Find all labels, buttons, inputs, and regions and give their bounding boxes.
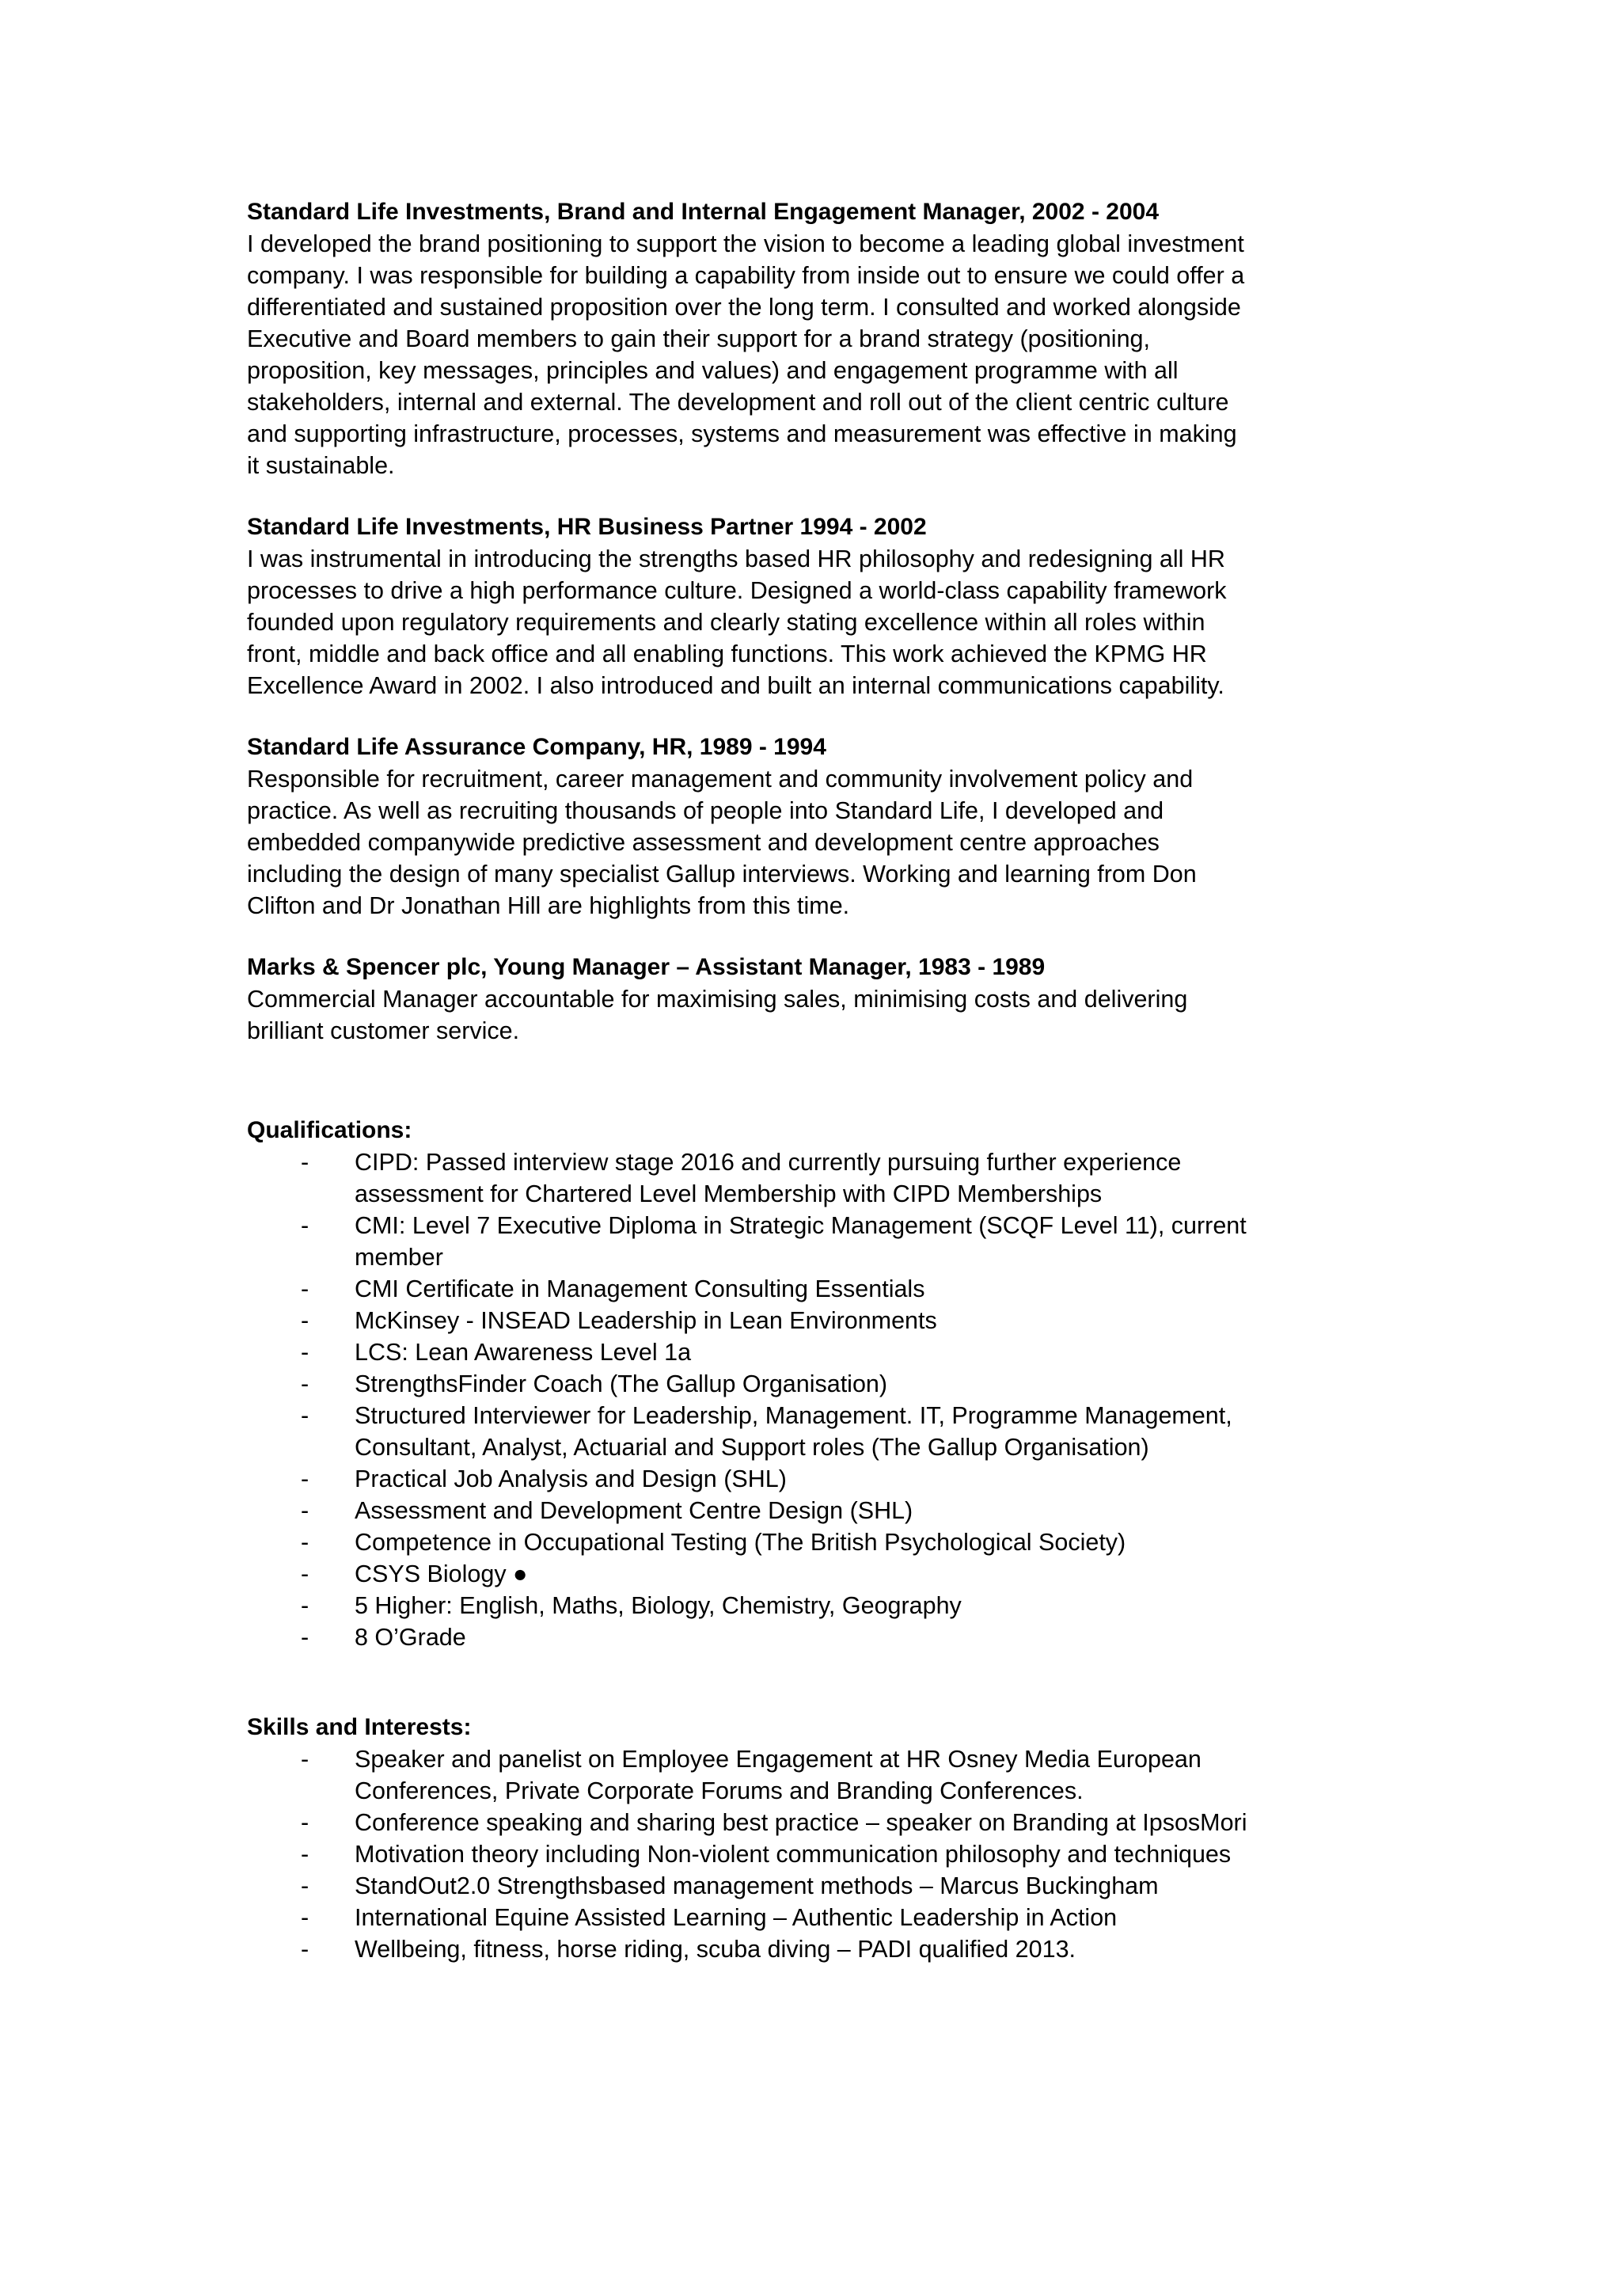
bullet-dash: - [301,1904,309,1931]
skill-item [247,1743,1387,1807]
experience-entry [247,511,1387,701]
bullet-dash: - [301,1560,309,1587]
description-line: including the design of many specialist Gallup interviews. Working and learning from Don [247,861,1197,888]
qualifications-list [247,1146,1387,1653]
list-item-text: 8 O’Grade [355,1624,466,1651]
bullet-dash: - [301,1746,309,1773]
experience-section [247,196,1387,1047]
bullet-dash: - [301,1212,309,1239]
list-item-text: CSYS Biology ● [355,1560,528,1587]
description-line: front, middle and back office and all enabling functions. This work achieved the KPMG HR [247,641,1207,667]
description-line: practice. As well as recruiting thousands of people into Standard Life, I developed and [247,797,1164,824]
list-item-text: Consultant, Analyst, Actuarial and Support roles (The Gallup Organisation) [355,1434,1149,1461]
qualification-item [247,1210,1387,1273]
description-line: and supporting infrastructure, processes, systems and measurement was effective in making [247,420,1237,447]
skill-item [247,1807,1387,1838]
description-line: Executive and Board members to gain their support for a brand strategy (positioning, [247,325,1150,352]
description-line: proposition, key messages, principles and values) and engagement programme with all [247,357,1179,384]
description-line: processes to drive a high performance culture. Designed a world-class capability framework [247,577,1227,604]
skill-item [247,1838,1387,1870]
list-item-text: Wellbeing, fitness, horse riding, scuba diving – PADI qualified 2013. [355,1936,1076,1963]
description-line: it sustainable. [247,452,395,479]
list-item-text: assessment for Chartered Level Membership with CIPD Memberships [355,1180,1103,1207]
qualification-item [247,1463,1387,1495]
qualification-item [247,1558,1387,1590]
list-item-text: Conference speaking and sharing best practice – speaker on Branding at IpsosMori [355,1809,1247,1836]
skill-item [247,1870,1387,1902]
list-item-text: Motivation theory including Non-violent communication philosophy and techniques [355,1841,1232,1868]
qualification-item [247,1273,1387,1305]
resume-page [247,196,1387,1965]
description-line: I developed the brand positioning to support the vision to become a leading global investment [247,230,1244,257]
description-line: founded upon regulatory requirements and clearly stating excellence within all roles within [247,609,1205,636]
description-line: Commercial Manager accountable for maximising sales, minimising costs and delivering [247,986,1188,1013]
qualification-item [247,1590,1387,1621]
bullet-dash: - [301,1402,309,1429]
description-line: Clifton and Dr Jonathan Hill are highlights from this time. [247,892,850,919]
list-item-text: Structured Interviewer for Leadership, Management. IT, Programme Management, [355,1402,1232,1429]
bullet-dash: - [301,1339,309,1366]
experience-entry [247,196,1387,481]
list-item-text: CMI: Level 7 Executive Diploma in Strategic Management (SCQF Level 11), current [355,1212,1247,1239]
qualification-item [247,1621,1387,1653]
job-description [247,983,1387,1047]
job-description [247,543,1387,701]
qualifications-section [247,1115,1387,1653]
bullet-dash: - [301,1872,309,1899]
list-item-text: StrengthsFinder Coach (The Gallup Organisation) [355,1370,888,1397]
qualifications-heading: Qualifications: [247,1117,412,1143]
bullet-dash: - [301,1936,309,1963]
qualification-item [247,1400,1387,1463]
qualification-item [247,1146,1387,1210]
description-line: embedded companywide predictive assessment and development centre approaches [247,829,1160,856]
list-item-text: CMI Certificate in Management Consulting Essentials [355,1275,925,1302]
job-title: Marks & Spencer plc, Young Manager – Assistant Manager, 1983 - 1989 [247,954,1046,980]
job-description [247,763,1387,922]
list-item-text: Speaker and panelist on Employee Engagement at HR Osney Media European [355,1746,1202,1773]
list-item-text: CIPD: Passed interview stage 2016 and currently pursuing further experience [355,1149,1182,1176]
job-description [247,228,1387,481]
skills-list [247,1743,1387,1965]
bullet-dash: - [301,1624,309,1651]
skills-heading: Skills and Interests: [247,1714,472,1740]
description-line: Excellence Award in 2002. I also introduced and built an internal communications capability. [247,672,1224,699]
list-item-text: Conferences, Private Corporate Forums and Branding Conferences. [355,1777,1084,1804]
bullet-dash: - [301,1370,309,1397]
description-line: stakeholders, internal and external. The development and roll out of the client centric culture [247,389,1229,416]
description-line: Responsible for recruitment, career management and community involvement policy and [247,766,1194,793]
list-item-text: Assessment and Development Centre Design (SHL) [355,1497,913,1524]
qualification-item [247,1526,1387,1558]
experience-entry [247,952,1387,1047]
list-item-text: McKinsey - INSEAD Leadership in Lean Environments [355,1307,937,1334]
experience-entry [247,732,1387,922]
bullet-dash: - [301,1275,309,1302]
bullet-dash: - [301,1465,309,1492]
skill-item [247,1933,1387,1965]
list-item-text: member [355,1244,443,1271]
bullet-dash: - [301,1592,309,1619]
qualification-item [247,1336,1387,1368]
bullet-dash: - [301,1809,309,1836]
bullet-dash: - [301,1529,309,1556]
description-line: differentiated and sustained proposition over the long term. I consulted and worked alongside [247,294,1241,321]
job-title: Standard Life Assurance Company, HR, 1989 - 1994 [247,734,826,760]
job-title: Standard Life Investments, Brand and Internal Engagement Manager, 2002 - 2004 [247,199,1160,225]
skill-item [247,1902,1387,1933]
list-item-text: LCS: Lean Awareness Level 1a [355,1339,692,1366]
bullet-dash: - [301,1497,309,1524]
description-line: I was instrumental in introducing the strengths based HR philosophy and redesigning all HR [247,545,1225,572]
qualification-item [247,1305,1387,1336]
qualification-item [247,1368,1387,1400]
bullet-dash: - [301,1841,309,1868]
bullet-dash: - [301,1149,309,1176]
list-item-text: 5 Higher: English, Maths, Biology, Chemistry, Geography [355,1592,962,1619]
description-line: company. I was responsible for building a capability from inside out to ensure we could offer a [247,262,1245,289]
list-item-text: International Equine Assisted Learning – Authentic Leadership in Action [355,1904,1118,1931]
skills-section [247,1712,1387,1965]
bullet-dash: - [301,1307,309,1334]
job-title: Standard Life Investments, HR Business Partner 1994 - 2002 [247,514,927,540]
description-line: brilliant customer service. [247,1017,520,1044]
list-item-text: Competence in Occupational Testing (The British Psychological Society) [355,1529,1126,1556]
list-item-text: StandOut2.0 Strengthsbased management methods – Marcus Buckingham [355,1872,1159,1899]
qualification-item [247,1495,1387,1526]
list-item-text: Practical Job Analysis and Design (SHL) [355,1465,787,1492]
